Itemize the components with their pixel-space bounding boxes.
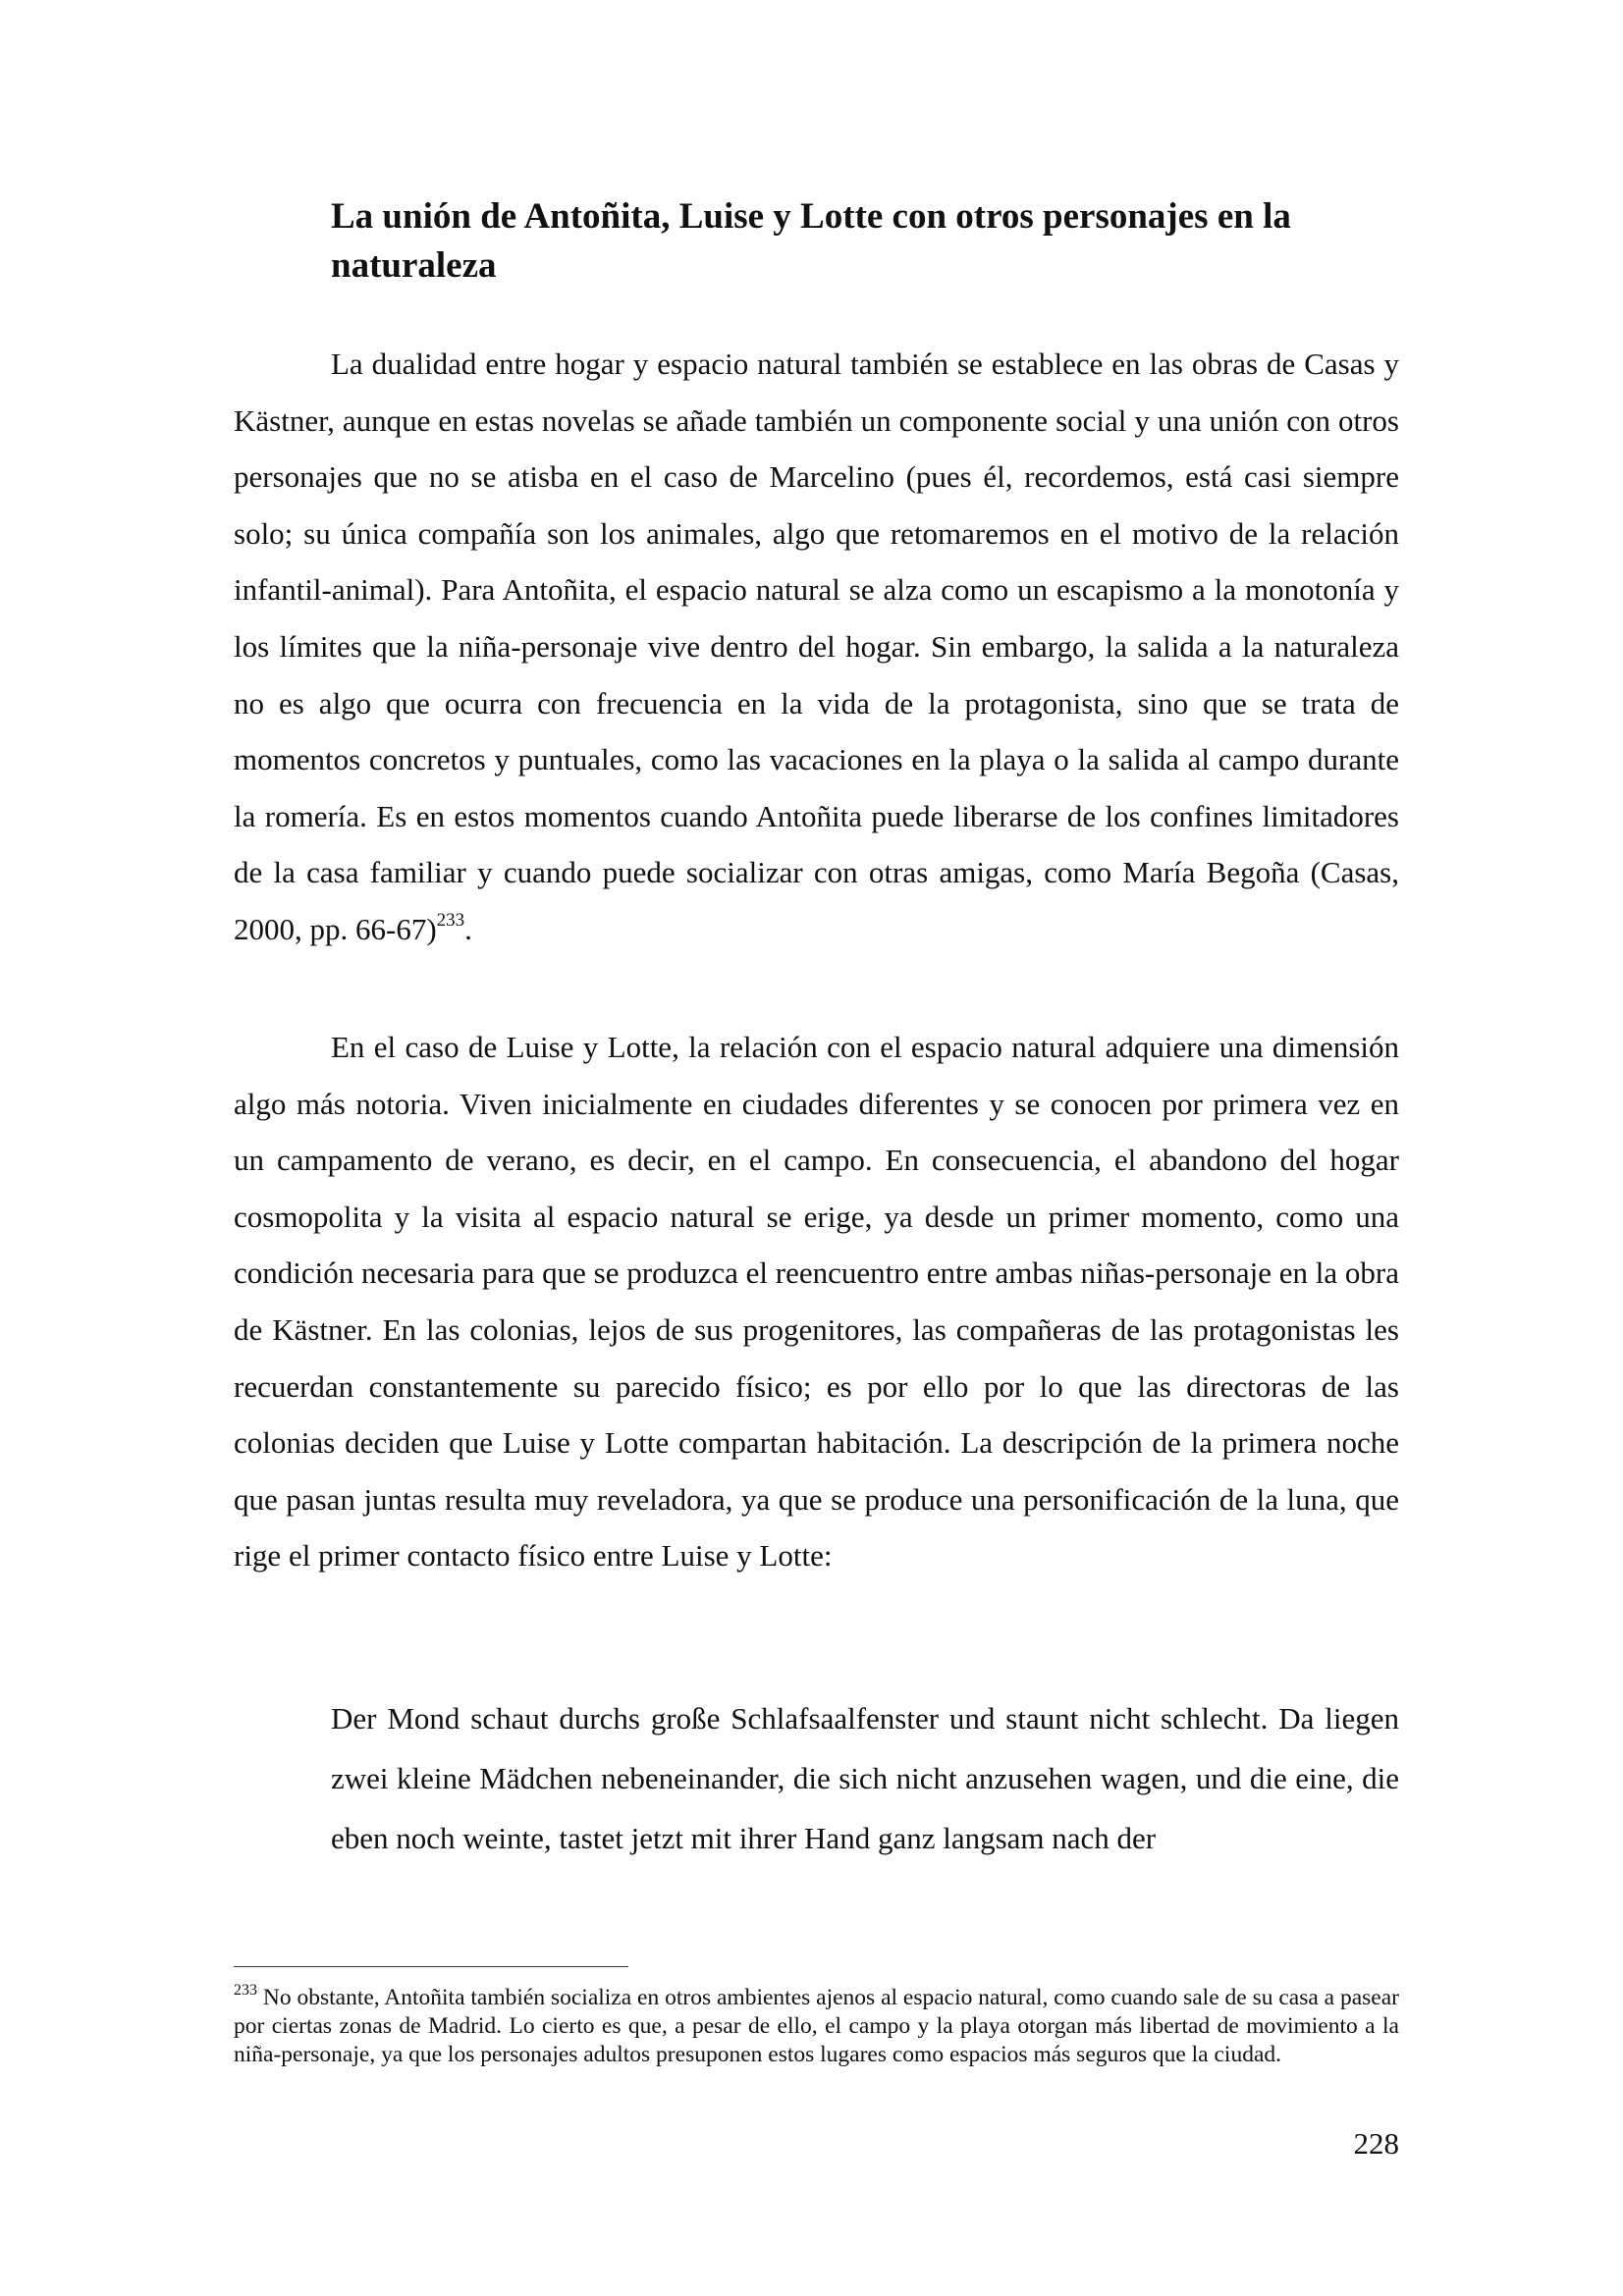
paragraph-1-end: . bbox=[464, 911, 472, 946]
section-heading: La unión de Antoñita, Luise y Lotte con otros personajes en la naturaleza bbox=[331, 196, 1291, 286]
footnote-text: No obstante, Antoñita también socializa en otros ambientes ajenos al espacio natural, como cuando sale de su casa a pasear por ciertas zonas de Madrid. Lo cierto es que, a pesar de ello, el campo y la playa otorgan más libertad de movimiento a la niña-personaje, ya que los personajes adultos presuponen estos lugares como espacios más seguros que la ciudad. bbox=[234, 1985, 1399, 2067]
paragraph-1-text: La dualidad entre hogar y espacio natural también se establece en las obras de Casas y Kästner, aunque en estas novelas se añade también un componente social y una unión con otros personajes que no se atisba en el caso de Marcelino (pues él, recordemos, está casi siempre solo; su única compañía son los animales, algo que retomaremos en el motivo de la relación infantil-animal). Para Antoñita, el espacio natural se alza como un escapismo a la monotonía y los límites que la niña-personaje vive dentro del hogar. Sin embargo, la salida a la naturaleza no es algo que ocurra con frecuencia en la vida de la protagonista, sino que se trata de momentos concretos y puntuales, como las vacaciones en la playa o la salida al campo durante la romería. Es en estos momentos cuando Antoñita puede liberarse de los confines limitadores de la casa familiar y cuando puede socializar con otras amigas, como María Begoña (Casas, 2000, pp. 66-67) bbox=[234, 347, 1399, 946]
body-paragraph-2: En el caso de Luise y Lotte, la relación con el espacio natural adquiere una dimensión algo más notoria. Viven inicialmente en ciudades diferentes y se conocen por primera vez en un campamento de verano, es decir, en el campo. En consecuencia, el abandono del hogar cosmopolita y la visita al espacio natural se erige, ya desde un primer momento, como una condición necesaria para que se produzca el reencuentro entre ambas niñas-personaje en la obra de Kästner. En las colonias, lejos de sus progenitores, las compañeras de las protagonistas les recuerdan constantemente su parecido físico; es por ello por lo que las directoras de las colonias deciden que Luise y Lotte compartan habitación. La descripción de la primera noche que pasan juntas resulta muy reveladora, ya que se produce una personificación de la luna, que rige el primer contacto físico entre Luise y Lotte: bbox=[234, 1030, 1399, 1574]
body-paragraph-1 bbox=[234, 336, 1399, 958]
footnote-separator bbox=[234, 1966, 628, 1967]
footnote-reference[interactable]: 233 bbox=[436, 909, 465, 931]
page-number: 228 bbox=[1353, 2126, 1399, 2161]
footnote bbox=[234, 1984, 1399, 2069]
footnote-number: 233 bbox=[234, 1982, 257, 1999]
block-quote: Der Mond schaut durchs große Schlafsaalfenster und staunt nicht schlecht. Da liegen zwei kleine Mädchen nebeneinander, die sich nicht anzusehen wagen, und die eine, die eben noch weinte, tastet jetzt mit ihrer Hand ganz langsam nach der bbox=[331, 1701, 1399, 1855]
